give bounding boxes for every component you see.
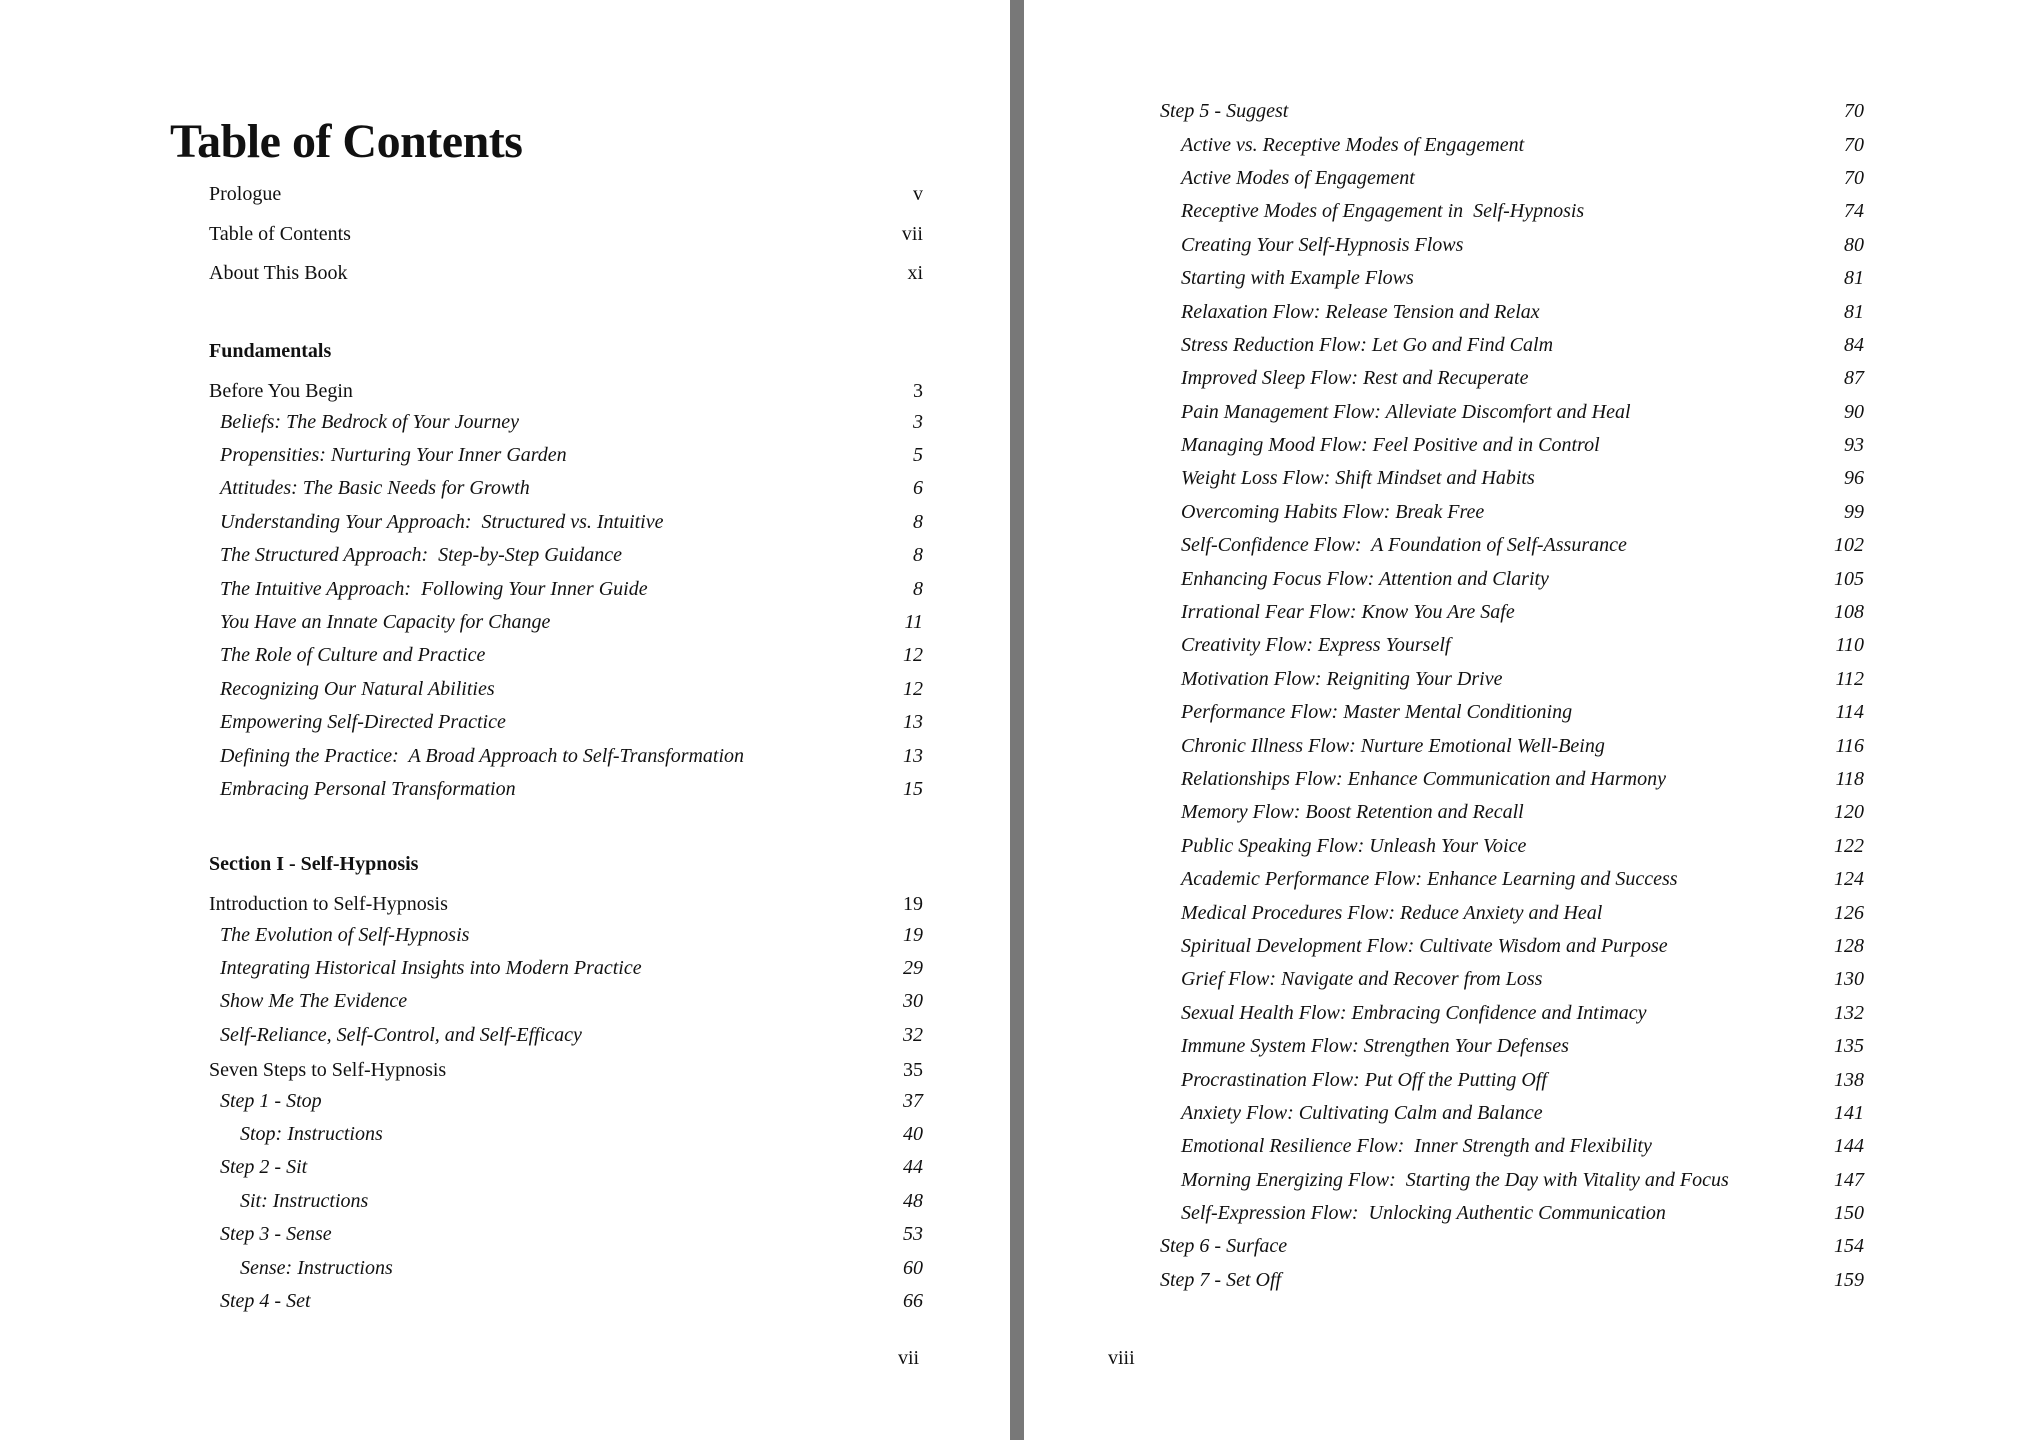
toc-entry[interactable] xyxy=(1160,1130,1864,1163)
toc-entry[interactable] xyxy=(1160,663,1864,696)
toc-entry-page: 32 xyxy=(903,1023,923,1046)
seven-steps-list xyxy=(209,1057,923,1318)
toc-entry-page: 66 xyxy=(903,1290,923,1313)
toc-entry[interactable] xyxy=(1160,896,1864,929)
toc-entry-page: 124 xyxy=(1834,868,1864,891)
toc-entry-page: 114 xyxy=(1835,701,1864,724)
toc-entry-page: 8 xyxy=(913,544,923,567)
toc-entry-page: xi xyxy=(907,262,923,285)
page-number-left: vii xyxy=(898,1347,920,1369)
page-number-right: viii xyxy=(1108,1347,1135,1369)
toc-entry[interactable] xyxy=(1160,729,1864,762)
toc-entry-page: 6 xyxy=(913,477,923,500)
toc-entry[interactable] xyxy=(1160,863,1864,896)
toc-entry-page: 126 xyxy=(1834,901,1864,924)
toc-entry-page: 105 xyxy=(1834,567,1864,590)
toc-entry-title: Emotional Resilience Flow: Inner Strength and Flexibility xyxy=(1181,1135,1652,1158)
toc-entry[interactable] xyxy=(209,1185,923,1218)
toc-entry-title: Enhancing Focus Flow: Attention and Clarity xyxy=(1181,567,1549,590)
toc-entry[interactable] xyxy=(1160,763,1864,796)
toc-entry-page: 80 xyxy=(1844,233,1864,256)
toc-entry-title: Morning Energizing Flow: Starting the Day with Vitality and Focus xyxy=(1181,1168,1729,1191)
toc-entry-title: Medical Procedures Flow: Reduce Anxiety and Heal xyxy=(1181,901,1603,924)
toc-entry[interactable] xyxy=(209,1085,923,1118)
toc-entry-page: 40 xyxy=(903,1123,923,1146)
toc-entry-page: 93 xyxy=(1844,434,1864,457)
toc-entry[interactable] xyxy=(209,1251,923,1284)
toc-entry-page: 132 xyxy=(1834,1001,1864,1024)
toc-entry[interactable] xyxy=(209,773,923,806)
toc-entry[interactable] xyxy=(1160,596,1864,629)
toc-entry-title: Seven Steps to Self-Hypnosis xyxy=(209,1059,447,1082)
heading-label: Section I - Self-Hypnosis xyxy=(209,853,419,876)
toc-entry-title: The Structured Approach: Step-by-Step Guidance xyxy=(220,544,622,567)
toc-entry[interactable] xyxy=(1160,262,1864,295)
toc-entry-page: 81 xyxy=(1844,300,1864,323)
toc-entry[interactable] xyxy=(209,919,923,952)
toc-entry[interactable] xyxy=(209,739,923,772)
toc-entry[interactable] xyxy=(209,706,923,739)
right-toc-list xyxy=(1160,95,1864,1297)
toc-entry-title: Anxiety Flow: Cultivating Calm and Balance xyxy=(1181,1101,1543,1124)
toc-entry[interactable] xyxy=(1160,1197,1864,1230)
toc-entry-page: 60 xyxy=(903,1256,923,1279)
toc-entry[interactable] xyxy=(209,215,923,255)
toc-entry-title: Recognizing Our Natural Abilities xyxy=(220,677,495,700)
toc-entry-title: Defining the Practice: A Broad Approach to Self-Transformation xyxy=(220,744,745,767)
toc-entry-title: Memory Flow: Boost Retention and Recall xyxy=(1181,801,1524,824)
toc-entry[interactable] xyxy=(209,985,923,1018)
toc-entry[interactable] xyxy=(209,378,923,406)
toc-entry-title: Empowering Self-Directed Practice xyxy=(220,711,506,734)
toc-entry[interactable] xyxy=(1160,1030,1864,1063)
toc-entry-title: Stress Reduction Flow: Let Go and Find Calm xyxy=(1181,333,1554,356)
toc-entry-page: 48 xyxy=(903,1189,923,1212)
toc-entry-title: Receptive Modes of Engagement in Self-Hypnosis xyxy=(1181,200,1585,223)
toc-entry-title: Spiritual Development Flow: Cultivate Wisdom and Purpose xyxy=(1181,934,1668,957)
toc-entry[interactable] xyxy=(209,891,923,919)
toc-entry-title: Step 2 - Sit xyxy=(220,1156,308,1179)
toc-entry-title: Creating Your Self-Hypnosis Flows xyxy=(1181,233,1464,256)
toc-entry-page: 108 xyxy=(1834,601,1864,624)
toc-entry-title: Integrating Historical Insights into Modern Practice xyxy=(220,957,642,980)
toc-entry-page: 141 xyxy=(1834,1101,1864,1124)
toc-entry-title: Immune System Flow: Strengthen Your Defenses xyxy=(1181,1035,1569,1058)
toc-entry[interactable] xyxy=(1160,128,1864,161)
toc-entry-page: 13 xyxy=(903,744,923,767)
toc-entry-title: Pain Management Flow: Alleviate Discomfort and Heal xyxy=(1181,400,1631,423)
toc-entry-page: 128 xyxy=(1834,934,1864,957)
toc-entry-page: 30 xyxy=(903,990,923,1013)
toc-entry-title: The Evolution of Self-Hypnosis xyxy=(220,923,470,946)
toc-entry-page: 154 xyxy=(1834,1235,1864,1258)
toc-entry-title: Step 4 - Set xyxy=(220,1290,311,1313)
page-divider xyxy=(1010,0,1024,1440)
toc-entry-page: 159 xyxy=(1834,1268,1864,1291)
toc-entry[interactable] xyxy=(1160,329,1864,362)
toc-entry[interactable] xyxy=(1160,496,1864,529)
fundamentals-list xyxy=(209,378,923,806)
toc-entry-page: 8 xyxy=(913,510,923,533)
toc-entry-title: Relaxation Flow: Release Tension and Relax xyxy=(1181,300,1540,323)
toc-entry-page: 11 xyxy=(904,611,923,634)
toc-entry-title: Sense: Instructions xyxy=(240,1256,393,1279)
toc-entry-title: Self-Reliance, Self-Control, and Self-Efficacy xyxy=(220,1023,582,1046)
toc-entry-page: 90 xyxy=(1844,400,1864,423)
toc-entry-title: Overcoming Habits Flow: Break Free xyxy=(1181,500,1485,523)
toc-entry[interactable] xyxy=(1160,696,1864,729)
toc-entry-title: Improved Sleep Flow: Rest and Recuperate xyxy=(1181,367,1529,390)
toc-entry[interactable] xyxy=(209,1285,923,1318)
toc-entry-page: 3 xyxy=(913,380,923,403)
section1-heading-wrap xyxy=(209,848,923,881)
toc-entry[interactable] xyxy=(1160,1230,1864,1263)
toc-entry[interactable] xyxy=(209,175,923,215)
toc-entry-title: Show Me The Evidence xyxy=(220,990,408,1013)
toc-entry-title: Motivation Flow: Reigniting Your Drive xyxy=(1181,667,1503,690)
toc-entry-title: Irrational Fear Flow: Know You Are Safe xyxy=(1181,601,1515,624)
fundamentals-heading-wrap xyxy=(209,335,923,368)
toc-entry-title: Public Speaking Flow: Unleash Your Voice xyxy=(1181,834,1527,857)
front-matter-list xyxy=(209,175,923,294)
toc-entry-title: Academic Performance Flow: Enhance Learning and Success xyxy=(1181,868,1678,891)
toc-entry[interactable] xyxy=(209,406,923,439)
toc-entry-title: Step 6 - Surface xyxy=(1160,1235,1288,1258)
toc-entry[interactable] xyxy=(1160,930,1864,963)
toc-entry-title: Grief Flow: Navigate and Recover from Loss xyxy=(1181,968,1543,991)
toc-entry-title: Weight Loss Flow: Shift Mindset and Habits xyxy=(1181,467,1535,490)
toc-entry-page: 12 xyxy=(903,677,923,700)
toc-entry[interactable] xyxy=(1160,396,1864,429)
toc-entry[interactable] xyxy=(209,506,923,539)
toc-entry[interactable] xyxy=(209,572,923,605)
toc-entry[interactable] xyxy=(1160,796,1864,829)
toc-entry-page: 12 xyxy=(903,644,923,667)
toc-entry[interactable] xyxy=(1160,1097,1864,1130)
toc-entry-page: vii xyxy=(901,222,923,245)
toc-entry-title: Self-Confidence Flow: A Foundation of Self-Assurance xyxy=(1181,534,1627,557)
toc-entry[interactable] xyxy=(209,639,923,672)
toc-entry-title: Chronic Illness Flow: Nurture Emotional Well-Being xyxy=(1181,734,1605,757)
toc-entry-page: 147 xyxy=(1834,1168,1864,1191)
toc-entry-title: Introduction to Self-Hypnosis xyxy=(209,893,448,916)
toc-entry-title: Step 3 - Sense xyxy=(220,1223,332,1246)
toc-entry-page: 96 xyxy=(1844,467,1864,490)
toc-entry-title: Understanding Your Approach: Structured vs. Intuitive xyxy=(220,510,664,533)
toc-entry-page: 144 xyxy=(1834,1135,1864,1158)
toc-entry-title: Prologue xyxy=(209,183,282,206)
toc-entry[interactable] xyxy=(1160,429,1864,462)
toc-entry-page: 15 xyxy=(903,777,923,800)
toc-entry-title: Step 1 - Stop xyxy=(220,1089,322,1112)
toc-entry[interactable] xyxy=(1160,295,1864,328)
toc-entry[interactable] xyxy=(209,606,923,639)
toc-entry[interactable] xyxy=(1160,1164,1864,1197)
toc-entry-title: Table of Contents xyxy=(209,222,351,245)
toc-entry-title: Stop: Instructions xyxy=(240,1123,383,1146)
toc-entry-title: Relationships Flow: Enhance Communication and Harmony xyxy=(1181,768,1666,790)
intro-list xyxy=(209,891,923,1052)
toc-entry-page: 3 xyxy=(913,410,923,433)
toc-entry-page: 44 xyxy=(903,1156,923,1179)
toc-entry-page: 19 xyxy=(903,893,923,916)
toc-entry[interactable] xyxy=(209,1019,923,1052)
toc-entry-page: 135 xyxy=(1834,1035,1864,1058)
toc-entry-page: 53 xyxy=(903,1223,923,1246)
toc-entry-page: 29 xyxy=(903,957,923,980)
toc-entry[interactable] xyxy=(209,539,923,572)
toc-entry-title: Beliefs: The Bedrock of Your Journey xyxy=(220,410,520,433)
toc-entry[interactable] xyxy=(209,1151,923,1184)
toc-entry-page: 84 xyxy=(1844,333,1864,356)
toc-entry[interactable] xyxy=(1160,95,1864,128)
toc-entry-page: 112 xyxy=(1835,667,1864,690)
toc-entry[interactable] xyxy=(1160,830,1864,863)
toc-entry[interactable] xyxy=(209,472,923,505)
toc-entry[interactable] xyxy=(209,1218,923,1251)
toc-entry-page: 99 xyxy=(1844,500,1864,523)
toc-entry-page: 37 xyxy=(903,1089,923,1112)
toc-entry[interactable] xyxy=(209,1118,923,1151)
toc-entry-page: 110 xyxy=(1835,634,1864,657)
toc-entry[interactable] xyxy=(1160,462,1864,495)
toc-entry-page: 5 xyxy=(913,444,923,467)
toc-entry-page: 118 xyxy=(1835,768,1864,790)
toc-entry-title: Performance Flow: Master Mental Conditioning xyxy=(1181,701,1573,724)
heading-label: Fundamentals xyxy=(209,340,332,363)
toc-entry-page: 13 xyxy=(903,711,923,734)
toc-entry-page: 122 xyxy=(1834,834,1864,857)
toc-entry[interactable] xyxy=(209,952,923,985)
toc-entry[interactable] xyxy=(1160,997,1864,1030)
section1-heading xyxy=(209,848,923,881)
toc-entry[interactable] xyxy=(1160,562,1864,595)
toc-entry-page: 74 xyxy=(1844,200,1864,223)
toc-entry-page: 102 xyxy=(1834,534,1864,557)
toc-entry-title: Starting with Example Flows xyxy=(1181,267,1414,290)
toc-entry-page: 70 xyxy=(1844,166,1864,189)
toc-entry-title: You Have an Innate Capacity for Change xyxy=(220,611,551,634)
toc-entry-title: Step 7 - Set Off xyxy=(1160,1268,1282,1291)
page-title: Table of Contents xyxy=(170,115,523,168)
toc-entry[interactable] xyxy=(1160,229,1864,262)
toc-entry[interactable] xyxy=(209,439,923,472)
toc-entry-title: Active Modes of Engagement xyxy=(1181,166,1415,189)
toc-entry-title: Sexual Health Flow: Embracing Confidence and Intimacy xyxy=(1181,1001,1647,1024)
toc-entry[interactable] xyxy=(1160,362,1864,395)
toc-entry-title: The Intuitive Approach: Following Your Inner Guide xyxy=(220,577,648,600)
fundamentals-heading xyxy=(209,335,923,368)
toc-entry-page: 130 xyxy=(1834,968,1864,991)
toc-entry-title: Managing Mood Flow: Feel Positive and in Control xyxy=(1181,434,1600,457)
toc-entry-page: 8 xyxy=(913,577,923,600)
toc-entry-title: About This Book xyxy=(209,262,348,285)
toc-entry[interactable] xyxy=(1160,529,1864,562)
toc-entry-title: The Role of Culture and Practice xyxy=(220,644,486,667)
toc-entry[interactable] xyxy=(1160,162,1864,195)
toc-entry-title: Step 5 - Suggest xyxy=(1160,100,1289,123)
toc-entry[interactable] xyxy=(1160,629,1864,662)
toc-entry[interactable] xyxy=(1160,1264,1864,1297)
toc-entry-title: Attitudes: The Basic Needs for Growth xyxy=(220,477,530,500)
toc-entry-title: Propensities: Nurturing Your Inner Garden xyxy=(220,444,567,467)
toc-entry-page: 120 xyxy=(1834,801,1864,824)
toc-entry-page: v xyxy=(913,183,923,206)
toc-entry-page: 70 xyxy=(1844,100,1864,123)
toc-entry[interactable] xyxy=(209,673,923,706)
toc-entry[interactable] xyxy=(1160,963,1864,996)
toc-entry-title: Embracing Personal Transformation xyxy=(220,777,516,800)
toc-entry[interactable] xyxy=(209,254,923,294)
toc-entry-page: 35 xyxy=(903,1059,923,1082)
toc-entry-title: Before You Begin xyxy=(209,380,353,403)
toc-entry[interactable] xyxy=(1160,195,1864,228)
toc-entry-page: 81 xyxy=(1844,267,1864,290)
toc-entry-page: 19 xyxy=(903,923,923,946)
toc-entry-title: Procrastination Flow: Put Off the Putting Off xyxy=(1181,1068,1547,1091)
toc-entry-title: Self-Expression Flow: Unlocking Authentic Communication xyxy=(1181,1202,1666,1225)
toc-entry[interactable] xyxy=(1160,1063,1864,1096)
toc-entry-page: 87 xyxy=(1844,367,1864,390)
toc-entry-page: 116 xyxy=(1835,734,1864,757)
toc-entry-page: 150 xyxy=(1834,1202,1864,1225)
toc-entry[interactable] xyxy=(209,1057,923,1085)
toc-entry-title: Creativity Flow: Express Yourself xyxy=(1181,634,1451,657)
toc-entry-page: 138 xyxy=(1834,1068,1864,1091)
toc-entry-title: Active vs. Receptive Modes of Engagement xyxy=(1181,133,1525,156)
toc-entry-title: Sit: Instructions xyxy=(240,1189,369,1212)
toc-entry-page: 70 xyxy=(1844,133,1864,156)
